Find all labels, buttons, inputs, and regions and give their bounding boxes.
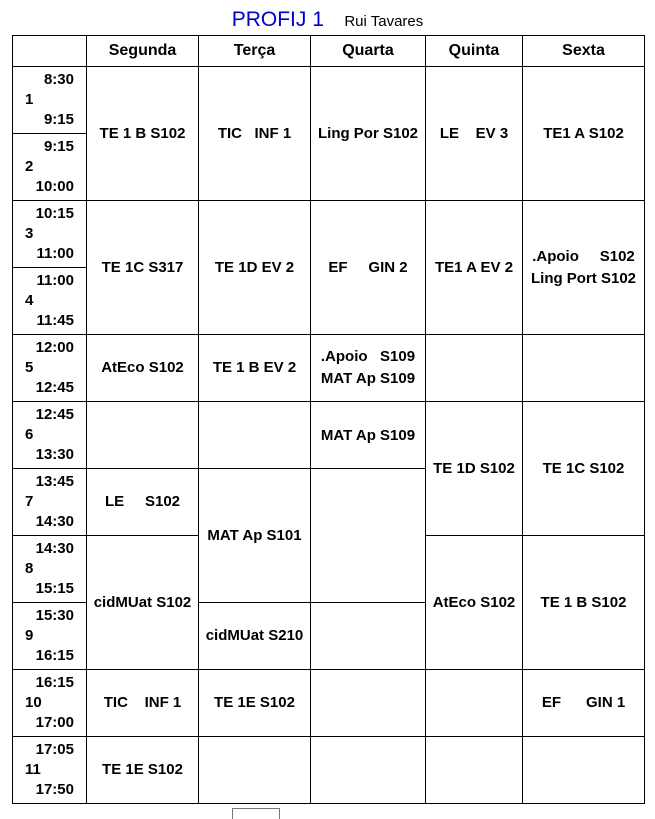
lesson-text: TE1 A EV 2 bbox=[434, 258, 514, 276]
lesson-cell bbox=[87, 536, 199, 670]
lesson-cell bbox=[426, 536, 523, 670]
period-start: 8:30 bbox=[43, 71, 74, 88]
period-end: 14:30 bbox=[35, 513, 74, 530]
lesson-text: EF GIN 2 bbox=[328, 258, 408, 276]
empty-cell bbox=[311, 670, 426, 737]
period-number: 6 bbox=[25, 426, 34, 443]
lesson-text: MAT Ap S109 bbox=[320, 370, 416, 387]
period-number: 11 bbox=[25, 761, 41, 778]
day-header-quinta: Quinta bbox=[426, 36, 523, 67]
lesson-text: Ling Port S102 bbox=[530, 269, 637, 287]
day-header-segunda: Segunda bbox=[87, 36, 199, 67]
lesson-text: TE 1E S102 bbox=[102, 761, 183, 778]
period-time-cell bbox=[13, 67, 87, 134]
period-row bbox=[13, 67, 645, 134]
lesson-cell bbox=[199, 67, 311, 201]
teacher-name: Rui Tavares bbox=[344, 13, 424, 30]
lesson-cell bbox=[311, 201, 426, 335]
lesson-text: TE 1 B S102 bbox=[99, 124, 186, 142]
period-start: 15:30 bbox=[35, 607, 74, 624]
lesson-text: Ling Por S102 bbox=[317, 124, 419, 142]
period-row bbox=[13, 402, 645, 469]
lesson-cell bbox=[311, 335, 426, 402]
lesson-cell bbox=[311, 67, 426, 201]
period-start: 9:15 bbox=[43, 138, 74, 155]
period-row bbox=[13, 670, 645, 737]
lesson-cell bbox=[426, 402, 523, 536]
page-header bbox=[0, 8, 655, 32]
lesson-cell bbox=[523, 536, 645, 670]
lesson-text: TE 1E S102 bbox=[214, 694, 295, 711]
period-end: 11:00 bbox=[36, 245, 74, 262]
empty-cell bbox=[523, 737, 645, 804]
day-header-quarta: Quarta bbox=[311, 36, 426, 67]
lesson-text: TE 1D S102 bbox=[433, 459, 515, 477]
empty-cell bbox=[523, 335, 645, 402]
period-end: 15:15 bbox=[35, 580, 74, 597]
lesson-text: TE 1C S102 bbox=[542, 459, 625, 477]
schedule-table bbox=[12, 35, 645, 804]
day-header-sexta: Sexta bbox=[523, 36, 645, 67]
period-end: 17:00 bbox=[35, 714, 74, 731]
lesson-text: .Apoio S102 bbox=[532, 247, 635, 265]
lesson-cell bbox=[199, 603, 311, 670]
lesson-text: AtEco S102 bbox=[101, 359, 184, 376]
lesson-text: MAT Ap S109 bbox=[320, 427, 416, 444]
period-number: 1 bbox=[25, 91, 34, 108]
lesson-text: .Apoio S109 bbox=[320, 348, 416, 365]
day-header-terca: Terça bbox=[199, 36, 311, 67]
period-time-cell bbox=[13, 536, 87, 603]
empty-cell bbox=[426, 737, 523, 804]
period-start: 17:05 bbox=[35, 741, 74, 758]
lesson-cell bbox=[199, 201, 311, 335]
lesson-cell bbox=[523, 67, 645, 201]
period-time-cell bbox=[13, 670, 87, 737]
period-number: 9 bbox=[25, 627, 34, 644]
lesson-cell bbox=[199, 670, 311, 737]
period-end: 13:30 bbox=[35, 446, 74, 463]
lesson-cell bbox=[87, 67, 199, 201]
empty-cell bbox=[311, 737, 426, 804]
lesson-text: MAT Ap S101 bbox=[207, 526, 302, 544]
period-time-cell bbox=[13, 201, 87, 268]
lesson-text: LE S102 bbox=[104, 493, 181, 510]
period-number: 3 bbox=[25, 225, 34, 242]
period-number: 8 bbox=[25, 560, 34, 577]
period-end: 17:50 bbox=[35, 781, 74, 798]
lesson-text: cidMUat S102 bbox=[93, 593, 192, 611]
lesson-cell bbox=[426, 67, 523, 201]
period-end: 11:45 bbox=[36, 312, 74, 329]
period-start: 14:30 bbox=[35, 540, 74, 557]
period-time-cell bbox=[13, 603, 87, 670]
period-end: 16:15 bbox=[35, 647, 74, 664]
lesson-text: TE 1D EV 2 bbox=[214, 258, 295, 276]
empty-cell bbox=[426, 335, 523, 402]
lesson-cell bbox=[426, 201, 523, 335]
lesson-cell bbox=[87, 737, 199, 804]
schedule-title: PROFIJ 1 bbox=[231, 8, 324, 31]
lesson-text: cidMUat S210 bbox=[205, 627, 304, 644]
period-time-cell bbox=[13, 268, 87, 335]
period-time-cell bbox=[13, 402, 87, 469]
header-row bbox=[13, 36, 645, 67]
lesson-text: TIC INF 1 bbox=[217, 124, 292, 142]
corner-cell bbox=[13, 36, 87, 67]
lesson-cell bbox=[311, 402, 426, 469]
empty-cell bbox=[87, 402, 199, 469]
period-number: 4 bbox=[25, 292, 34, 309]
period-number: 5 bbox=[25, 359, 34, 376]
period-number: 2 bbox=[25, 158, 34, 175]
period-time-cell bbox=[13, 737, 87, 804]
lesson-cell bbox=[87, 201, 199, 335]
lesson-text: AtEco S102 bbox=[432, 593, 516, 611]
lesson-text: LE EV 3 bbox=[439, 124, 509, 142]
lesson-cell bbox=[523, 402, 645, 536]
period-number: 10 bbox=[25, 694, 42, 711]
period-number: 7 bbox=[25, 493, 34, 510]
empty-cell bbox=[199, 737, 311, 804]
lesson-text: EF GIN 1 bbox=[541, 694, 626, 711]
lesson-text: TIC INF 1 bbox=[103, 694, 182, 711]
period-row bbox=[13, 335, 645, 402]
empty-cell bbox=[311, 603, 426, 670]
lesson-cell bbox=[523, 670, 645, 737]
period-time-cell bbox=[13, 469, 87, 536]
lesson-cell bbox=[87, 335, 199, 402]
period-row bbox=[13, 201, 645, 268]
empty-cell bbox=[311, 469, 426, 603]
period-time-cell bbox=[13, 134, 87, 201]
empty-cell bbox=[426, 670, 523, 737]
lesson-cell bbox=[87, 670, 199, 737]
lesson-cell bbox=[87, 469, 199, 536]
lesson-cell bbox=[523, 201, 645, 335]
period-start: 16:15 bbox=[35, 674, 74, 691]
empty-cell bbox=[199, 402, 311, 469]
period-end: 9:15 bbox=[43, 111, 74, 128]
period-start: 12:45 bbox=[35, 406, 74, 423]
lesson-text: TE 1 B EV 2 bbox=[212, 359, 297, 376]
lesson-text: TE1 A S102 bbox=[543, 124, 624, 142]
period-start: 11:00 bbox=[36, 272, 74, 289]
period-start: 10:15 bbox=[35, 205, 74, 222]
lesson-text: TE 1C S317 bbox=[101, 258, 184, 276]
period-start: 12:00 bbox=[35, 339, 74, 356]
lesson-cell bbox=[199, 469, 311, 603]
footer-box bbox=[232, 808, 280, 819]
period-row bbox=[13, 737, 645, 804]
lesson-cell bbox=[199, 335, 311, 402]
period-time-cell bbox=[13, 335, 87, 402]
lesson-text: TE 1 B S102 bbox=[540, 593, 627, 611]
period-start: 13:45 bbox=[35, 473, 74, 490]
period-end: 12:45 bbox=[35, 379, 74, 396]
period-end: 10:00 bbox=[35, 178, 74, 195]
